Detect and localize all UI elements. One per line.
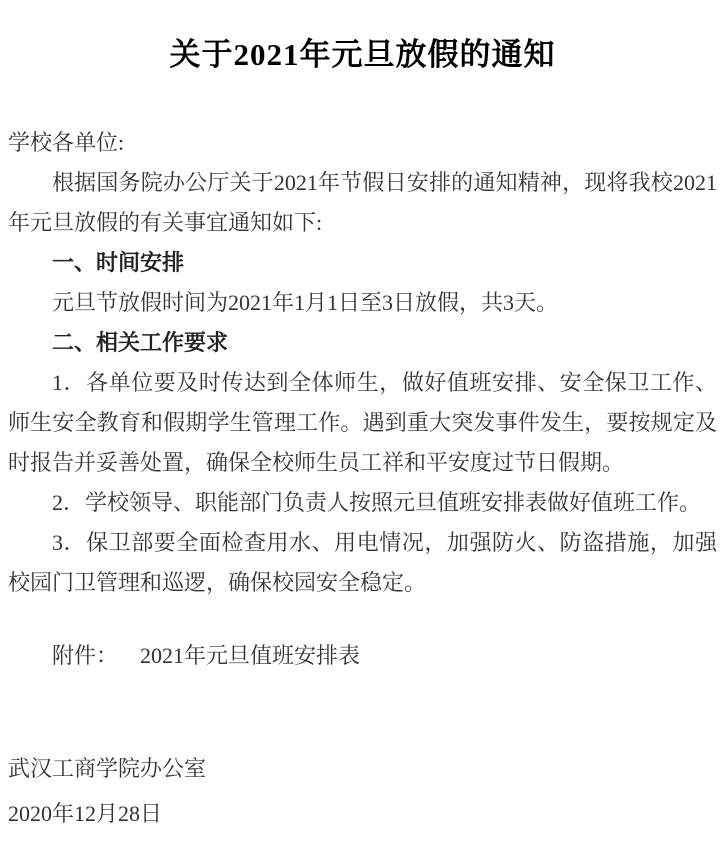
document-body — [8, 123, 717, 836]
section-1-paragraph-1: 元旦节放假时间为2021年1月1日至3日放假，共3天。 — [52, 290, 559, 315]
intro-paragraph: 根据国务院办公厅关于2021年节假日安排的通知精神，现将我校2021年元旦放假的有关事宜通知如下: — [8, 170, 717, 235]
section-2-paragraph-2: 2．学校领导、职能部门负责人按照元旦值班安排表做好值班工作。 — [52, 490, 702, 515]
section-heading-2: 二、相关工作要求 — [52, 330, 229, 355]
signature-organization: 武汉工商学院办公室 — [8, 756, 207, 781]
salutation: 学校各单位: — [8, 130, 125, 155]
attachment-line — [8, 636, 717, 676]
section-2-paragraph-1: 1．各单位要及时传达到全体师生，做好值班安排、安全保卫工作、师生安全教育和假期学生管理工作。遇到重大突发事件发生，要按规定及时报告并妥善处置，确保全校师生员工祥和平安度过节日假期。 — [8, 370, 717, 475]
attachment-label: 附件： — [52, 643, 119, 668]
section-heading-1: 一、时间安排 — [52, 250, 185, 275]
document-title: 关于2021年元旦放假的通知 — [169, 37, 556, 72]
signature-block — [8, 746, 717, 836]
signature-date: 2020年12月28日 — [8, 801, 163, 826]
section-2-paragraph-3: 3．保卫部要全面检查用水、用电情况，加强防火、防盗措施，加强校园门卫管理和巡逻，确保校园安全稳定。 — [8, 530, 717, 595]
attachment-title: 2021年元旦值班安排表 — [140, 643, 361, 668]
